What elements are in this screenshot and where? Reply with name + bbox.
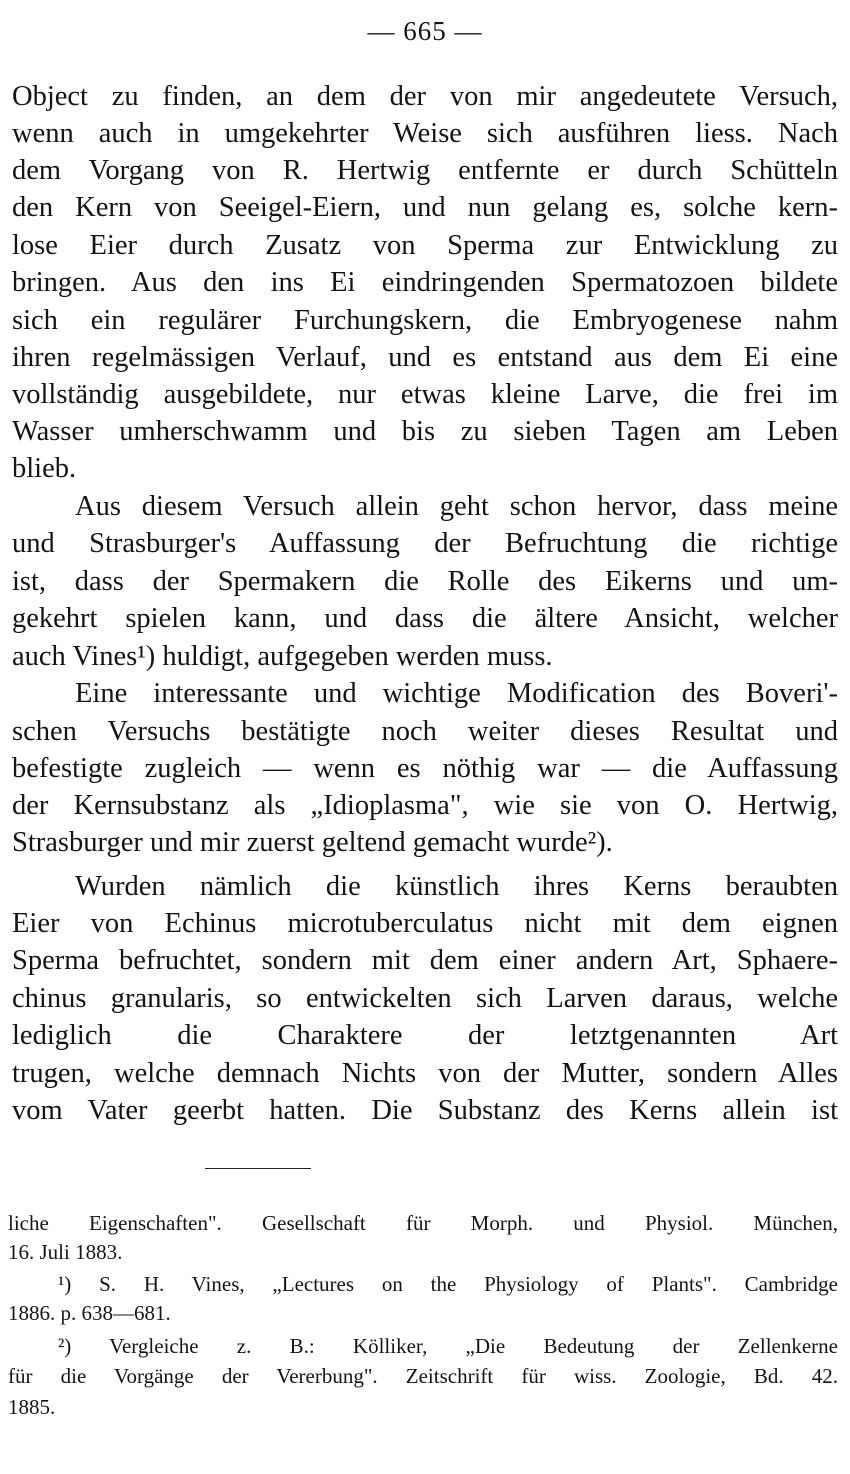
text-line: befestigte zugleich — wenn es nöthig war — die Auffassung <box>12 753 838 784</box>
text-line: vollständig ausgebildete, nur etwas kleine Larve, die frei im <box>12 379 838 410</box>
text-line: chinus granularis, so entwickelten sich Larven daraus, welche <box>12 983 838 1014</box>
text-line: dem Vorgang von R. Hertwig entfernte er durch Schütteln <box>12 155 838 186</box>
footnote-line: ²) Vergleiche z. B.: Kölliker, „Die Bedeutung der Zellenkerne <box>58 1334 838 1358</box>
text-line: schen Versuchs bestätigte noch weiter dieses Resultat und <box>12 716 838 747</box>
text-line: ihren regelmässigen Verlauf, und es entstand aus dem Ei eine <box>12 342 838 373</box>
text-line: blieb. <box>12 453 77 484</box>
text-line: Wasser umherschwamm und bis zu sieben Tagen am Leben <box>12 416 838 447</box>
footnote-divider <box>205 1168 311 1169</box>
footnote-line: ¹) S. H. Vines, „Lectures on the Physiology of Plants". Cambridge <box>58 1272 838 1296</box>
footnote-line: 16. Juli 1883. <box>8 1240 123 1264</box>
text-line: und Strasburger's Auffassung der Befruchtung die richtige <box>12 528 838 559</box>
text-line: ist, dass der Spermakern die Rolle des Eikerns und um- <box>12 566 838 597</box>
footnote-line: liche Eigenschaften". Gesellschaft für Morph. und Physiol. München, <box>8 1211 838 1235</box>
text-line: gekehrt spielen kann, und dass die ältere Ansicht, welcher <box>12 603 838 634</box>
text-line: Object zu finden, an dem der von mir angedeutete Versuch, <box>12 81 838 112</box>
text-line: bringen. Aus den ins Ei eindringenden Spermatozoen bildete <box>12 267 838 298</box>
text-line: Aus diesem Versuch allein geht schon hervor, dass meine <box>75 491 838 522</box>
text-line: Eier von Echinus microtuberculatus nicht mit dem eignen <box>12 908 838 939</box>
text-line: den Kern von Seeigel-Eiern, und nun gelang es, solche kern- <box>12 192 838 223</box>
text-line: auch Vines¹) huldigt, aufgegeben werden muss. <box>12 641 553 672</box>
footnote-line: für die Vorgänge der Vererbung". Zeitschrift für wiss. Zoologie, Bd. 42. <box>8 1364 838 1388</box>
text-line: sich ein regulärer Furchungskern, die Embryogenese nahm <box>12 305 838 336</box>
text-line: trugen, welche demnach Nichts von der Mutter, sondern Alles <box>12 1058 838 1089</box>
text-line: Strasburger und mir zuerst geltend gemacht wurde²). <box>12 827 613 858</box>
text-line: wenn auch in umgekehrter Weise sich ausführen liess. Nach <box>12 118 838 149</box>
text-line: Wurden nämlich die künstlich ihres Kerns beraubten <box>75 871 838 902</box>
text-line: lose Eier durch Zusatz von Sperma zur Entwicklung zu <box>12 230 838 261</box>
text-line: lediglich die Charaktere der letztgenannten Art <box>12 1020 838 1051</box>
text-line: Eine interessante und wichtige Modification des Boveri'- <box>75 678 838 709</box>
footnote-line: 1886. p. 638—681. <box>8 1301 171 1325</box>
page-number: — 665 — <box>367 16 483 46</box>
text-line: vom Vater geerbt hatten. Die Substanz des Kerns allein ist <box>12 1095 838 1126</box>
text-line: Sperma befruchtet, sondern mit dem einer andern Art, Sphaere- <box>12 945 838 976</box>
footnote-line: 1885. <box>8 1395 56 1419</box>
text-line: der Kernsubstanz als „Idioplasma", wie sie von O. Hertwig, <box>12 790 838 821</box>
